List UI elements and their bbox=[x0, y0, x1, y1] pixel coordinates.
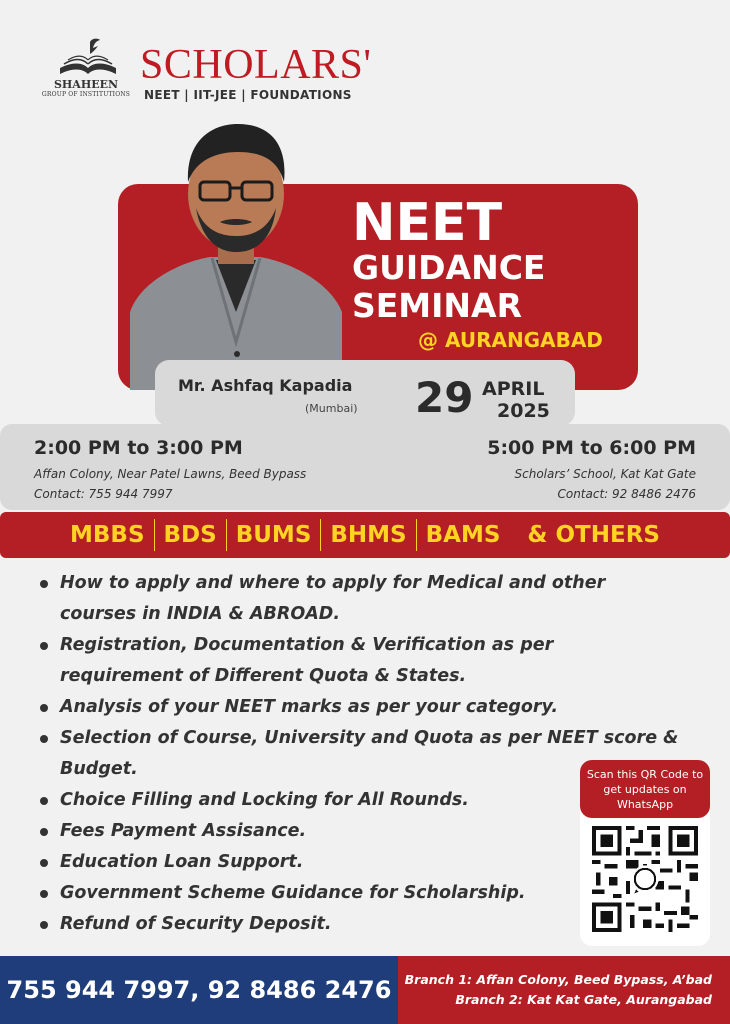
emblem-name: SHAHEEN bbox=[53, 78, 119, 91]
list-item: Choice Filling and Locking for All Rounds. bbox=[36, 785, 716, 816]
speaker-photo bbox=[120, 112, 350, 390]
brand-name: SCHOLARS' bbox=[140, 42, 372, 88]
course-item: BDS bbox=[163, 522, 217, 548]
list-item: Analysis of your NEET marks as per your category. bbox=[36, 692, 716, 723]
speaker-name: Mr. Ashfaq Kapadia bbox=[178, 376, 353, 395]
list-item: How to apply and where to apply for Medical and other courses in INDIA & ABROAD. bbox=[36, 568, 660, 630]
list-item: Education Loan Support. bbox=[36, 847, 716, 878]
footer-phone-numbers[interactable]: 755 944 7997, 92 8486 2476 bbox=[6, 976, 392, 1004]
title-guidance: GUIDANCE bbox=[352, 248, 546, 287]
course-item: BHMS bbox=[330, 522, 407, 548]
emblem-subtitle: GROUP OF INSTITUTIONS bbox=[41, 91, 131, 98]
course-item: MBBS bbox=[70, 522, 145, 548]
date-month: APRIL bbox=[482, 378, 545, 400]
session-1-venue: Affan Colony, Near Patel Lawns, Beed Bypass bbox=[34, 467, 307, 481]
speaker-city: (Mumbai) bbox=[305, 402, 358, 415]
footer-branches-panel bbox=[398, 956, 730, 1024]
courses-bar bbox=[0, 512, 730, 558]
shaheen-emblem bbox=[40, 38, 136, 104]
list-item: Registration, Documentation & Verification as per requirement of Different Quota & States. bbox=[36, 630, 620, 692]
session-2-contact: Contact: 92 8486 2476 bbox=[557, 487, 696, 501]
title-seminar: SEMINAR bbox=[352, 286, 522, 325]
date-day: 29 bbox=[415, 373, 474, 422]
event-location: @ AURANGABAD bbox=[418, 328, 603, 352]
list-item: Selection of Course, University and Quota as per NEET score & Budget. bbox=[36, 723, 720, 785]
title-neet: NEET bbox=[352, 193, 503, 253]
brand-tagline: NEET | IIT-JEE | FOUNDATIONS bbox=[144, 88, 352, 102]
list-item: Fees Payment Assisance. bbox=[36, 816, 716, 847]
footer-phones-panel bbox=[0, 956, 398, 1024]
session-2-time: 5:00 PM to 6:00 PM bbox=[487, 437, 696, 459]
list-item: Government Scheme Guidance for Scholarship. bbox=[36, 878, 716, 909]
scholars-logo bbox=[40, 38, 370, 104]
session-1-time: 2:00 PM to 3:00 PM bbox=[34, 437, 243, 459]
course-item-others: & OTHERS bbox=[527, 522, 660, 548]
branch-1-address: Branch 1: Affan Colony, Beed Bypass, A’bad bbox=[404, 972, 712, 987]
open-book-with-bird-icon bbox=[40, 38, 136, 78]
qr-caption: Scan this QR Code to get updates on WhatsApp bbox=[580, 760, 710, 818]
course-item: BUMS bbox=[235, 522, 312, 548]
course-item: BAMS bbox=[425, 522, 501, 548]
session-2-venue: Scholars’ School, Kat Kat Gate bbox=[514, 467, 696, 481]
whatsapp-qr-code[interactable] bbox=[592, 826, 698, 932]
session-1-contact: Contact: 755 944 7997 bbox=[34, 487, 173, 501]
list-item: Refund of Security Deposit. bbox=[36, 909, 716, 940]
branch-2-address: Branch 2: Kat Kat Gate, Aurangabad bbox=[455, 992, 712, 1007]
date-year: 2025 bbox=[497, 400, 550, 422]
